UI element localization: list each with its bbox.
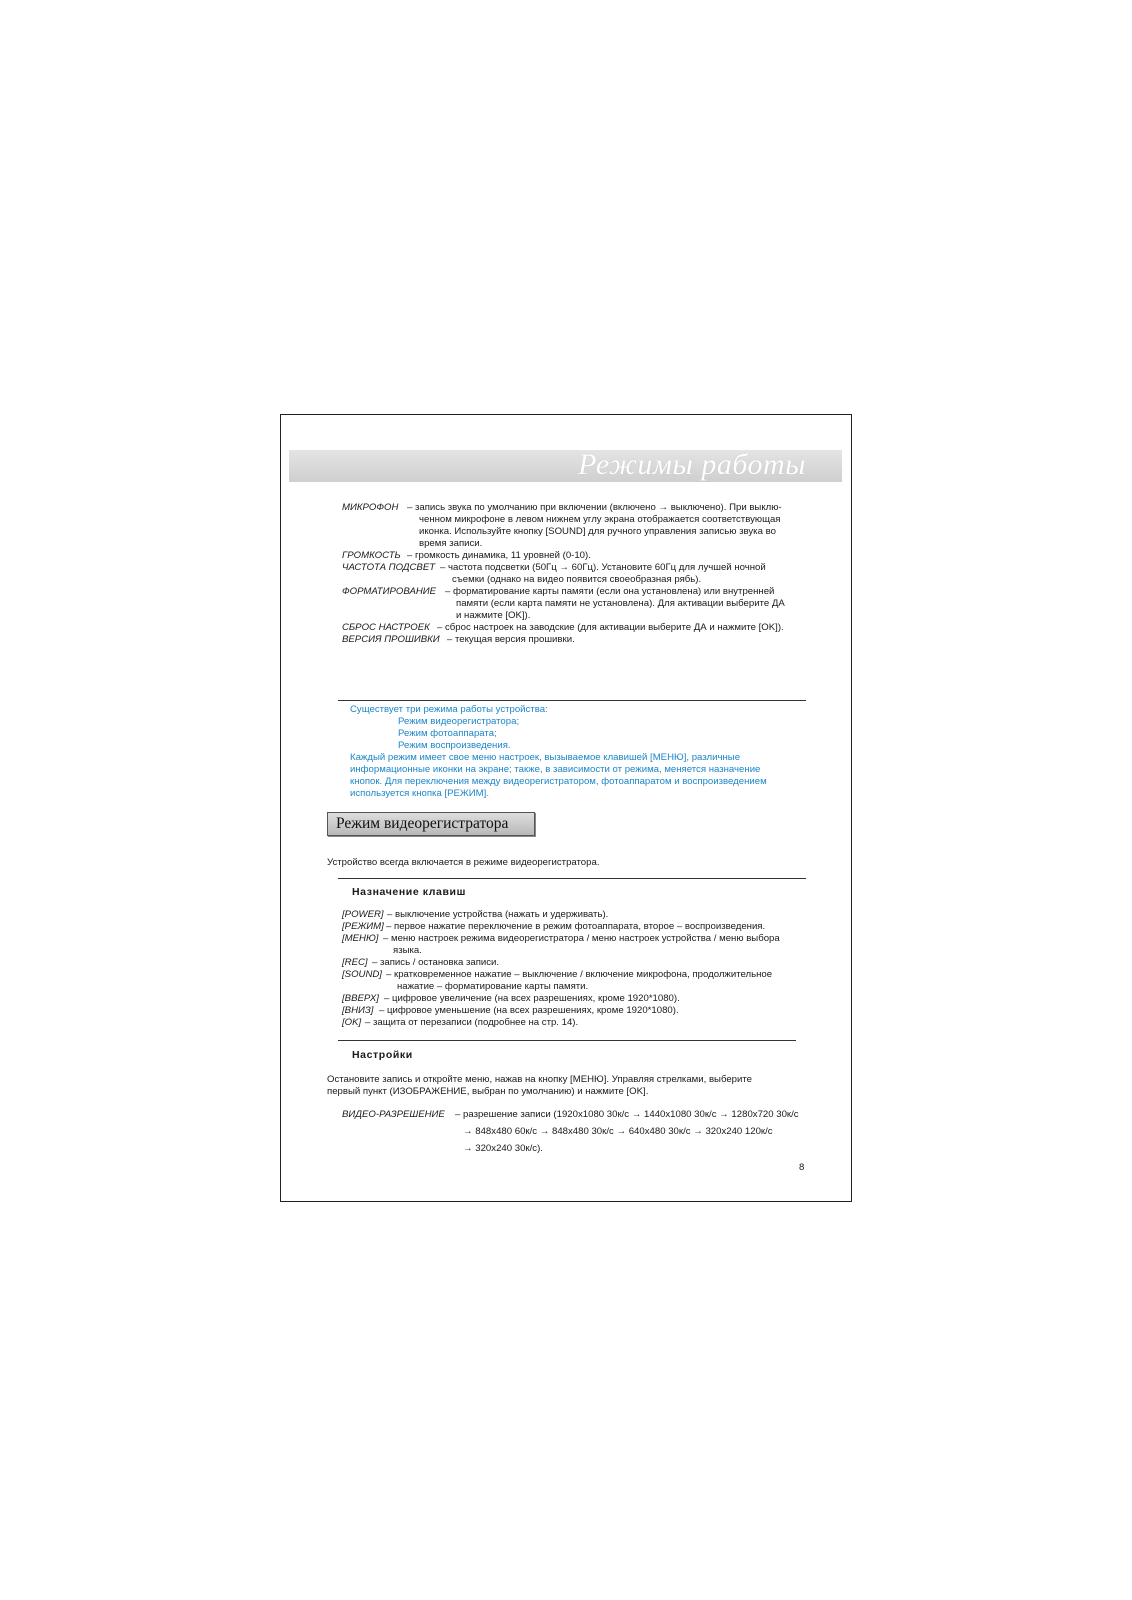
recorder-mode-title: Режим видеорегистратора — [336, 815, 509, 832]
term-backlight-freq: ЧАСТОТА ПОДСВЕТ — [342, 562, 436, 573]
modes-body-line: Каждый режим имеет свое меню настроек, вызываемое клавишей [МЕНЮ], различные — [350, 752, 741, 763]
key-description: – цифровое увеличение (на всех разрешениях, кроме 1920*1080). — [384, 993, 680, 1004]
header-band — [289, 450, 842, 482]
term-format: ФОРМАТИРОВАНИЕ — [342, 586, 437, 597]
definition-line: – разрешение записи (1920x1080 30к/с → 1440x1080 30к/с → 1280x720 30к/с — [455, 1109, 799, 1120]
definition-line: и нажмите [OK]). — [456, 610, 531, 621]
divider — [338, 878, 806, 879]
key-description: – кратковременное нажатие – выключение / включение микрофона, продолжительное — [386, 969, 773, 980]
term-microphone: МИКРОФОН — [342, 502, 399, 513]
definition-line: иконка. Используйте кнопку [SOUND] для ручного управления записью звука во — [419, 526, 776, 537]
definition-line: время записи. — [419, 538, 483, 549]
mode-item: Режим фотоаппарата; — [398, 728, 497, 739]
key-down: [ВНИЗ] — [342, 1005, 374, 1016]
key-menu: [МЕНЮ] — [342, 933, 379, 944]
settings-intro-line: Остановите запись и откройте меню, нажав на кнопку [МЕНЮ]. Управляя стрелками, выберите — [327, 1074, 752, 1085]
modes-body-line: кнопок. Для переключения между видеорегистратором, фотоаппаратом и воспроизведением — [350, 776, 767, 787]
divider — [338, 1040, 796, 1041]
modes-intro: Существует три режима работы устройства: — [350, 704, 548, 715]
settings-intro-line: первый пункт (ИЗОБРАЖЕНИЕ, выбран по умолчанию) и нажмите [OK]. — [327, 1086, 649, 1097]
term-volume: ГРОМКОСТЬ — [342, 550, 401, 561]
term-video-resolution: ВИДЕО-РАЗРЕШЕНИЕ — [342, 1109, 445, 1120]
page-title: Режимы работы — [578, 448, 806, 481]
divider — [338, 700, 806, 701]
key-mode: [РЕЖИМ] — [342, 921, 384, 932]
key-up: [ВВЕРХ] — [342, 993, 379, 1004]
definition-line: – запись звука по умолчанию при включении (включено → выключено). При выклю- — [407, 502, 782, 513]
definition-line: – частота подсветки (50Гц → 60Гц). Установите 60Гц для лучшей ночной — [440, 562, 766, 573]
recorder-intro: Устройство всегда включается в режиме видеорегистратора. — [327, 857, 600, 868]
modes-body-line: используется кнопка [РЕЖИМ]. — [350, 788, 489, 799]
key-power: [POWER] — [342, 909, 384, 920]
key-description: – первое нажатие переключение в режим фотоаппарата, второе – воспроизведения. — [386, 921, 766, 932]
definition-line: – громкость динамика, 11 уровней (0-10). — [407, 550, 591, 561]
key-description: нажатие – форматирование карты памяти. — [397, 981, 589, 992]
key-description: – защита от перезаписи (подробнее на стр. 14). — [365, 1017, 579, 1028]
key-description: – запись / остановка записи. — [372, 957, 500, 968]
key-description: – меню настроек режима видеорегистратора / меню настроек устройства / меню выбора — [383, 933, 780, 944]
definition-line: ченном микрофоне в левом нижнем углу экрана отображается соответствующая — [419, 514, 781, 525]
definition-line: – форматирование карты памяти (если она установлена) или внутренней — [445, 586, 775, 597]
key-rec: [REC] — [342, 957, 368, 968]
definition-line: → 320x240 30к/с). — [463, 1143, 543, 1154]
key-description: – выключение устройства (нажать и удерживать). — [387, 909, 609, 920]
key-description: языка. — [393, 945, 422, 956]
term-reset: СБРОС НАСТРОЕК — [342, 622, 430, 633]
term-firmware: ВЕРСИЯ ПРОШИВКИ — [342, 634, 440, 645]
definition-line: памяти (если карта памяти не установлена). Для активации выберите ДА — [456, 598, 785, 609]
keys-heading: Назначение клавиш — [352, 886, 466, 898]
definition-line: → 848x480 60к/с → 848x480 30к/с → 640x480 30к/с → 320x240 120к/с — [463, 1126, 773, 1137]
definition-line: съемки (однако на видео появится своеобразная рябь). — [452, 574, 702, 585]
settings-heading: Настройки — [352, 1049, 413, 1061]
key-ok: [OK] — [342, 1017, 362, 1028]
page-number: 8 — [799, 1162, 805, 1173]
key-sound: [SOUND] — [342, 969, 382, 980]
key-description: – цифровое уменьшение (на всех разрешениях, кроме 1920*1080). — [379, 1005, 679, 1016]
definition-line: – сброс настроек на заводские (для активации выберите ДА и нажмите [OK]). — [437, 622, 784, 633]
mode-item: Режим воспроизведения. — [398, 740, 511, 751]
modes-body-line: информационные иконки на экране; также, в зависимости от режима, меняется назначение — [350, 764, 761, 775]
definition-line: – текущая версия прошивки. — [447, 634, 575, 645]
mode-item: Режим видеорегистратора; — [398, 716, 520, 727]
recorder-mode-heading — [327, 812, 535, 836]
